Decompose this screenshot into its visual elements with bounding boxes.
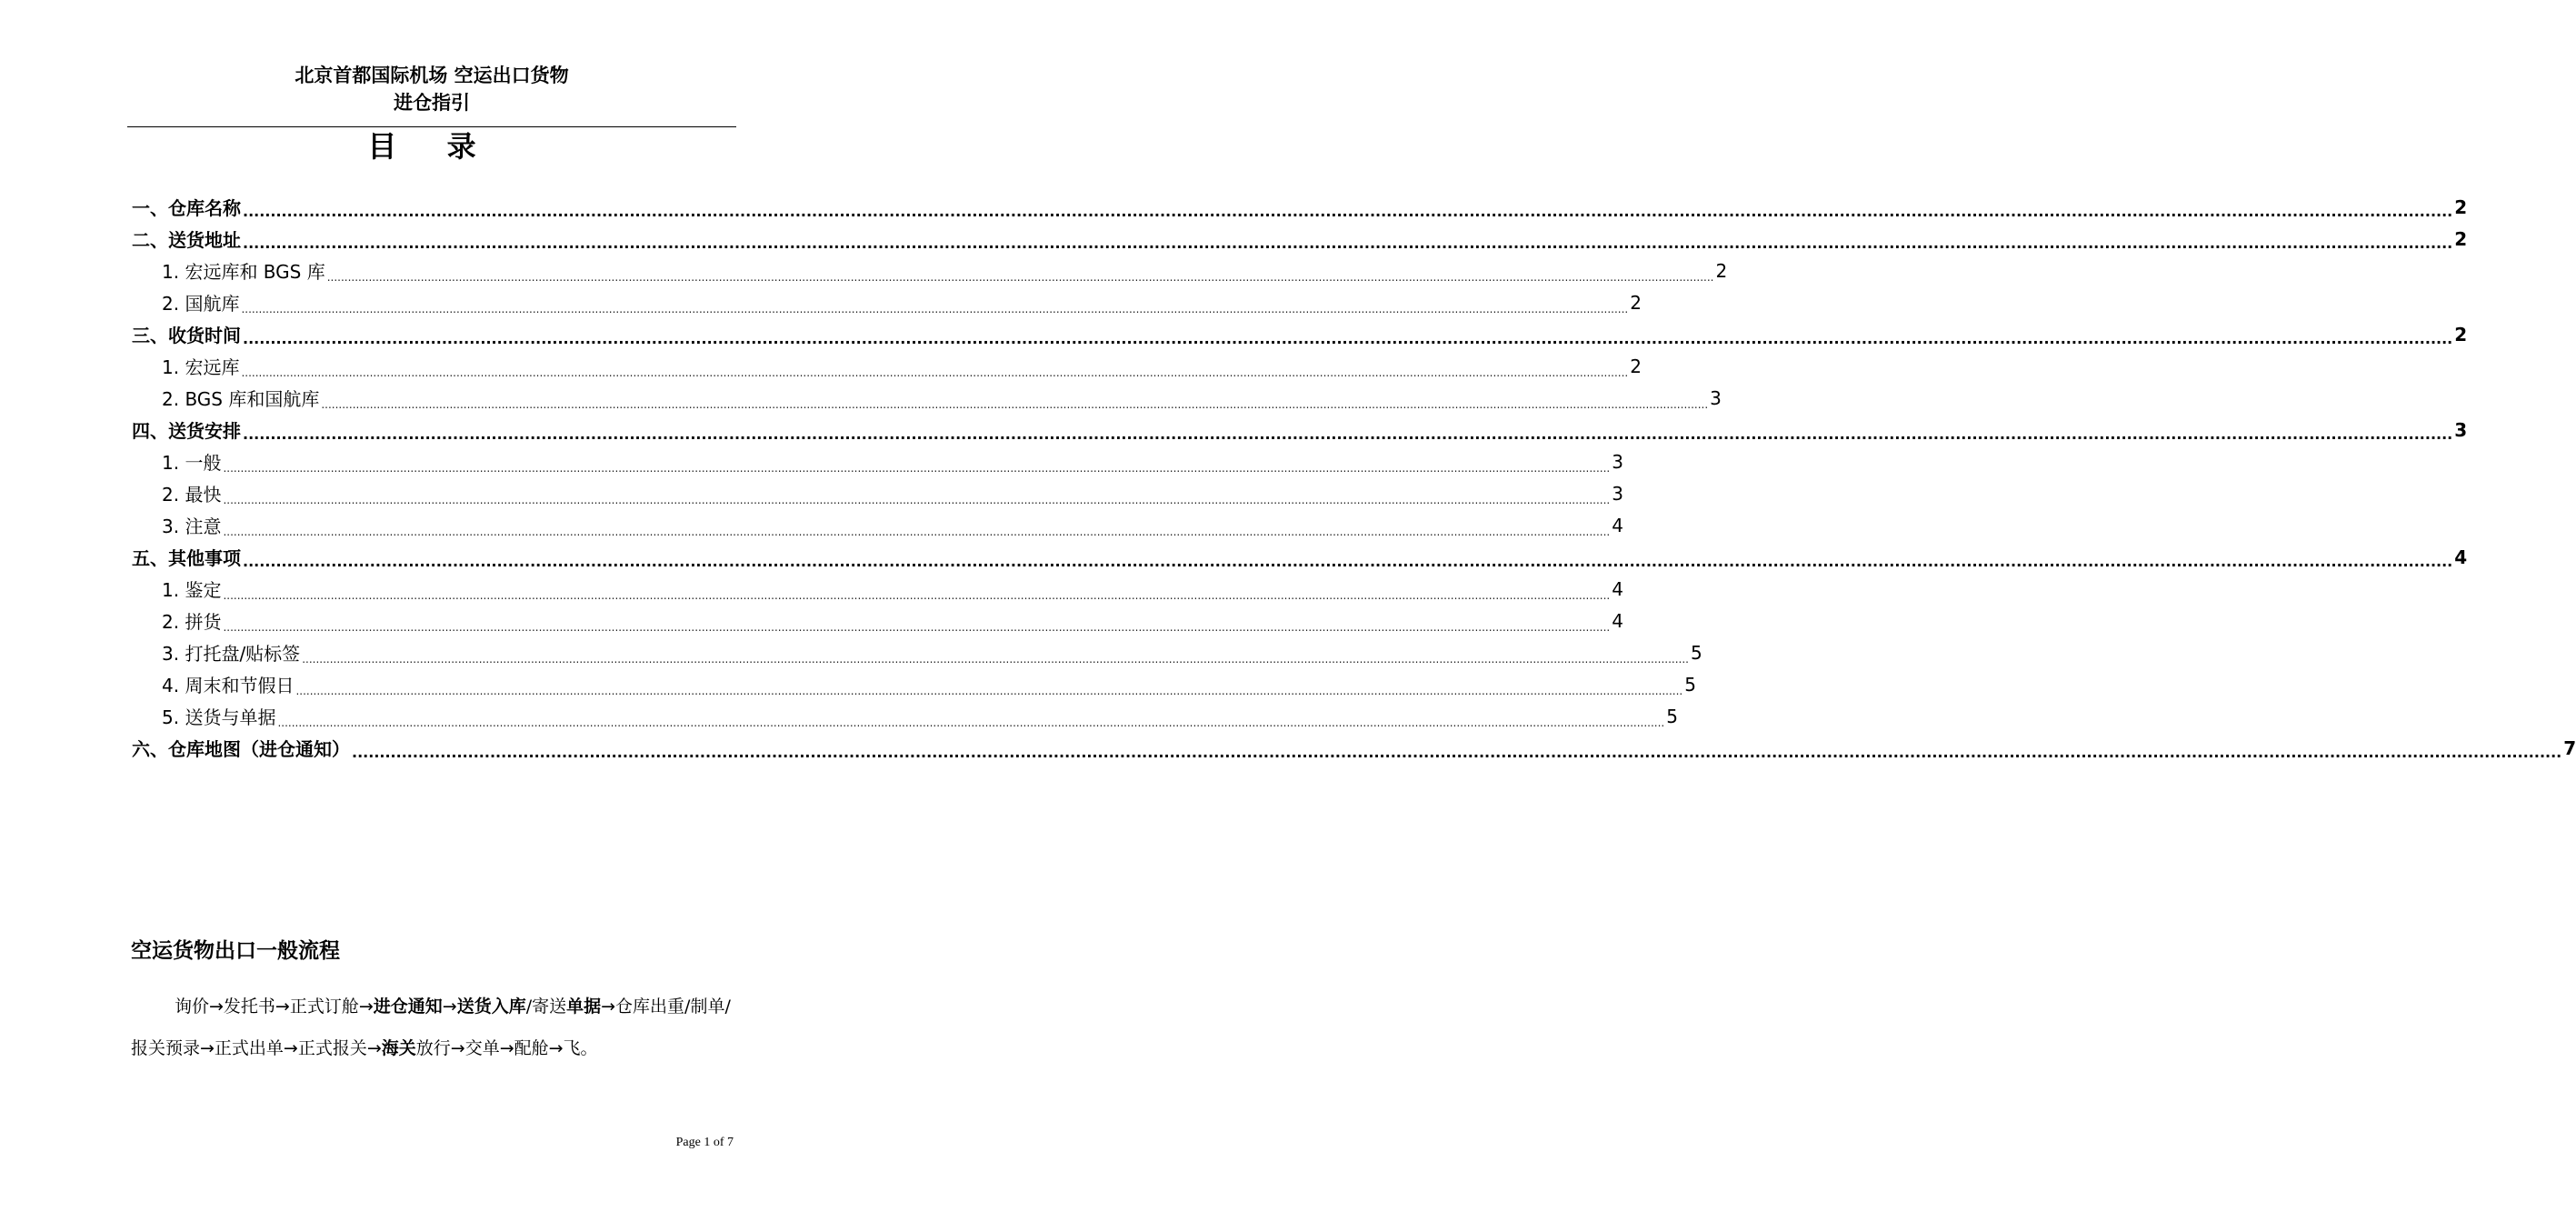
toc-leader-dots: ................................................................................................................................................................................................................................................................................................................................................................................................................ [352, 744, 2562, 761]
toc-entry[interactable] [132, 382, 1722, 414]
toc-entry[interactable] [132, 255, 1728, 286]
toc-entry-label: 1. 鉴定 [162, 579, 222, 601]
toc-entry-label: 一、仓库名称 [132, 197, 241, 219]
toc-leader-dots: ................................................................................................................................................................................................................................................................................................................................................................................................................ [243, 426, 2453, 443]
flow-step-emphasis: 单据 [566, 997, 602, 1017]
process-flow-paragraph [131, 986, 734, 1069]
toc-entry-label: 5. 送货与单据 [162, 706, 276, 728]
toc-entry-page: 4 [1612, 514, 1623, 536]
toc-entry-page: 2 [2454, 227, 2468, 250]
toc-entry-label: 3. 注意 [162, 516, 222, 537]
toc-entry-page: 3 [2454, 418, 2468, 441]
toc-entry[interactable] [132, 446, 1623, 477]
toc-entry-page: 3 [1612, 450, 1623, 473]
toc-leader-dots: ................................................................................................................................................................................................................................................................................................................................................................................................................ [243, 553, 2453, 570]
header-title: 北京首都国际机场 空运出口货物 [295, 65, 569, 86]
toc-leader-dots: ................................................................................................................................................................................................................................................................................................................................................................................................................ [277, 716, 1665, 729]
flow-step-emphasis: 海关 [381, 1038, 416, 1058]
header-subtitle: 进仓指引 [394, 92, 470, 114]
toc-leader-dots: ................................................................................................................................................................................................................................................................................................................................................................................................................ [326, 271, 1714, 284]
toc-leader-dots: ................................................................................................................................................................................................................................................................................................................................................................................................................ [223, 621, 1611, 634]
toc-leader-dots: ................................................................................................................................................................................................................................................................................................................................................................................................................ [223, 462, 1611, 475]
toc-entry-page: 2 [1630, 355, 1642, 377]
toc-leader-dots: ................................................................................................................................................................................................................................................................................................................................................................................................................ [241, 303, 1629, 316]
toc-entry[interactable] [132, 509, 1623, 541]
toc-leader-dots: ................................................................................................................................................................................................................................................................................................................................................................................................................ [295, 685, 1683, 697]
toc-leader-dots: ................................................................................................................................................................................................................................................................................................................................................................................................................ [243, 235, 2453, 252]
toc-entry[interactable] [132, 286, 1642, 318]
toc-leader-dots: ................................................................................................................................................................................................................................................................................................................................................................................................................ [321, 398, 1709, 411]
toc-entry-page: 4 [1612, 609, 1623, 632]
toc-entry-page: 5 [1666, 705, 1678, 727]
toc-entry-label: 2. 最快 [162, 484, 222, 506]
toc-entry[interactable] [132, 191, 2468, 223]
toc-entry-page: 4 [2454, 546, 2468, 568]
toc-entry[interactable] [132, 668, 1696, 700]
toc-entry-page: 2 [2454, 323, 2468, 346]
toc-entry-page: 3 [1710, 386, 1722, 409]
toc-entry[interactable] [132, 700, 1678, 732]
toc-entry[interactable] [132, 605, 1623, 636]
toc-entry-label: 1. 宏远库 [162, 356, 240, 378]
toc-leader-dots: ................................................................................................................................................................................................................................................................................................................................................................................................................ [243, 330, 2453, 347]
toc-entry-label: 四、送货安排 [132, 420, 241, 442]
toc-entry[interactable] [132, 573, 1623, 605]
toc-entry-label: 六、仓库地图（进仓通知） [132, 738, 350, 760]
flow-step-text: →仓库出重/制单/报关预录→正式出单→正式报关→ [131, 997, 731, 1058]
toc-entry-page: 5 [1690, 641, 1702, 664]
toc-entry[interactable] [132, 350, 1642, 382]
toc-entry-page: 2 [1715, 259, 1728, 282]
toc-entry-page: 3 [1612, 482, 1623, 505]
toc-entry-label: 4. 周末和节假日 [162, 675, 295, 696]
toc-leader-dots: ................................................................................................................................................................................................................................................................................................................................................................................................................ [223, 526, 1611, 538]
flow-step-text: /寄送 [525, 997, 567, 1017]
toc-entry[interactable] [132, 732, 2576, 764]
toc-entry-label: 1. 一般 [162, 452, 222, 474]
toc-leader-dots: ................................................................................................................................................................................................................................................................................................................................................................................................................ [302, 653, 1689, 666]
toc-entry-label: 2. BGS 库和国航库 [162, 388, 320, 410]
page-number: Page 1 of 7 [675, 1136, 734, 1149]
toc-entry-page: 2 [1630, 291, 1642, 314]
toc-entry[interactable] [132, 414, 2468, 446]
toc-entry-label: 2. 拼货 [162, 611, 222, 633]
toc-leader-dots: ................................................................................................................................................................................................................................................................................................................................................................................................................ [223, 589, 1611, 602]
flow-step-emphasis: 送货入库 [456, 997, 526, 1017]
toc-entry[interactable] [132, 318, 2468, 350]
toc-entry-page: 4 [1612, 577, 1623, 600]
toc-entry-label: 二、送货地址 [132, 229, 241, 251]
document-header [127, 62, 736, 116]
flow-step-text: 询价→发托书→正式订舱→ [175, 997, 374, 1017]
toc-entry[interactable] [132, 223, 2468, 255]
toc-entry[interactable] [132, 541, 2468, 573]
toc-entry-label: 2. 国航库 [162, 293, 240, 315]
table-of-contents [132, 191, 2576, 764]
toc-title: 目 录 [367, 129, 496, 164]
toc-entry-label: 3. 打托盘/贴标签 [162, 643, 301, 665]
toc-entry-label: 1. 宏远库和 BGS 库 [162, 261, 325, 283]
toc-leader-dots: ................................................................................................................................................................................................................................................................................................................................................................................................................ [241, 366, 1629, 379]
section-title: 空运货物出口一般流程 [131, 939, 340, 963]
flow-step-text: 放行→交单→配舱→飞。 [415, 1038, 598, 1058]
toc-entry[interactable] [132, 636, 1702, 668]
toc-entry[interactable] [132, 477, 1623, 509]
toc-entry-page: 2 [2454, 195, 2468, 218]
toc-entry-page: 7 [2563, 736, 2576, 759]
toc-entry-page: 5 [1684, 673, 1696, 696]
toc-entry-label: 三、收货时间 [132, 325, 241, 346]
flow-step-emphasis: 进仓通知 [373, 997, 443, 1017]
toc-entry-label: 五、其他事项 [132, 547, 241, 569]
flow-step-text: → [442, 997, 457, 1017]
toc-leader-dots: ................................................................................................................................................................................................................................................................................................................................................................................................................ [223, 494, 1611, 506]
toc-leader-dots: ................................................................................................................................................................................................................................................................................................................................................................................................................ [243, 203, 2453, 220]
